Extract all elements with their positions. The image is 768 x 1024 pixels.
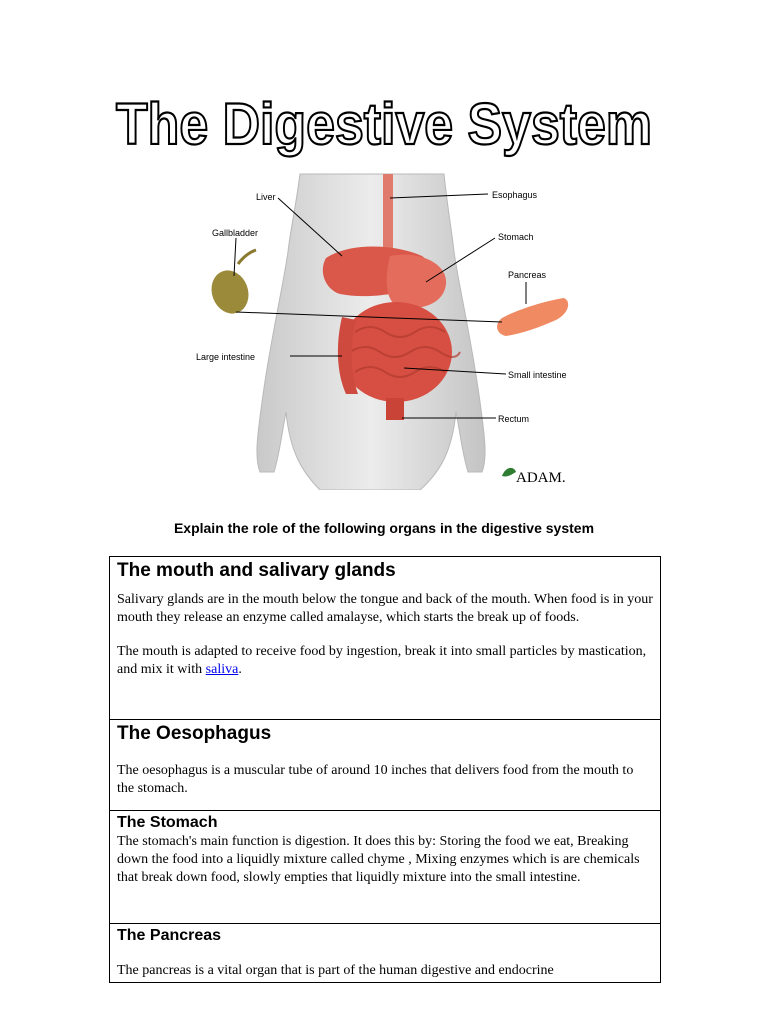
table-row <box>110 557 661 720</box>
label-small-intestine: Small intestine <box>508 370 567 380</box>
table-row <box>110 811 661 924</box>
label-pancreas: Pancreas <box>508 270 547 280</box>
adam-logo <box>502 468 566 486</box>
label-esophagus: Esophagus <box>492 190 538 200</box>
table-row <box>110 720 661 811</box>
leaf-icon <box>502 468 516 477</box>
label-large-intestine: Large intestine <box>196 352 256 362</box>
table-row <box>110 924 661 983</box>
mouth-paragraph-1: Salivary glands are in the mouth below the tongue and back of the mouth. When food is in your mouth they release an enzyme called amalayse, which starts the break up of foods. <box>117 592 653 625</box>
svg-text:ADAM.: ADAM. <box>516 470 566 486</box>
mouth-paragraph-2: The mouth is adapted to receive food by ingestion, break it into small particles by mastication, and mix it with saliva. <box>117 644 647 677</box>
gallbladder-shape <box>206 265 255 319</box>
label-gallbladder: Gallbladder <box>212 228 259 238</box>
label-stomach: Stomach <box>498 232 534 242</box>
page-title: The Digestive System <box>116 92 652 157</box>
rectum-shape <box>386 398 404 420</box>
stomach-cell <box>110 811 661 924</box>
esophagus-shape <box>383 174 393 256</box>
label-rectum: Rectum <box>498 414 530 424</box>
digestive-system-figure <box>190 172 590 490</box>
oesophagus-cell <box>110 720 661 811</box>
pancreas-paragraph: The pancreas is a vital organ that is part of the human digestive and endocrine <box>117 963 554 978</box>
oesophagus-paragraph: The oesophagus is a muscular tube of around 10 inches that delivers food from the mouth to the stomach. <box>117 763 634 796</box>
stomach-paragraph: The stomach's main function is digestion. It does this by: Storing the food we eat, Breaking down the food into a liquidly mixture called chyme , Mixing enzymes which is are chemicals that break down food, slowly empties that liquidly mixture into the small intestine. <box>117 834 640 885</box>
pancreas-heading: The Pancreas <box>117 927 222 944</box>
oesophagus-heading: The Oesophagus <box>117 723 272 744</box>
title-block <box>0 78 768 168</box>
organs-table <box>109 556 661 983</box>
label-liver: Liver <box>256 192 276 202</box>
instruction-text: Explain the role of the following organs in the digestive system <box>173 520 595 536</box>
pancreas-cell <box>110 924 661 983</box>
mouth-cell <box>110 557 661 720</box>
stomach-heading: The Stomach <box>117 814 218 831</box>
saliva-link[interactable]: saliva <box>205 662 239 677</box>
pancreas-shape <box>497 298 568 336</box>
mouth-heading: The mouth and salivary glands <box>117 560 396 581</box>
